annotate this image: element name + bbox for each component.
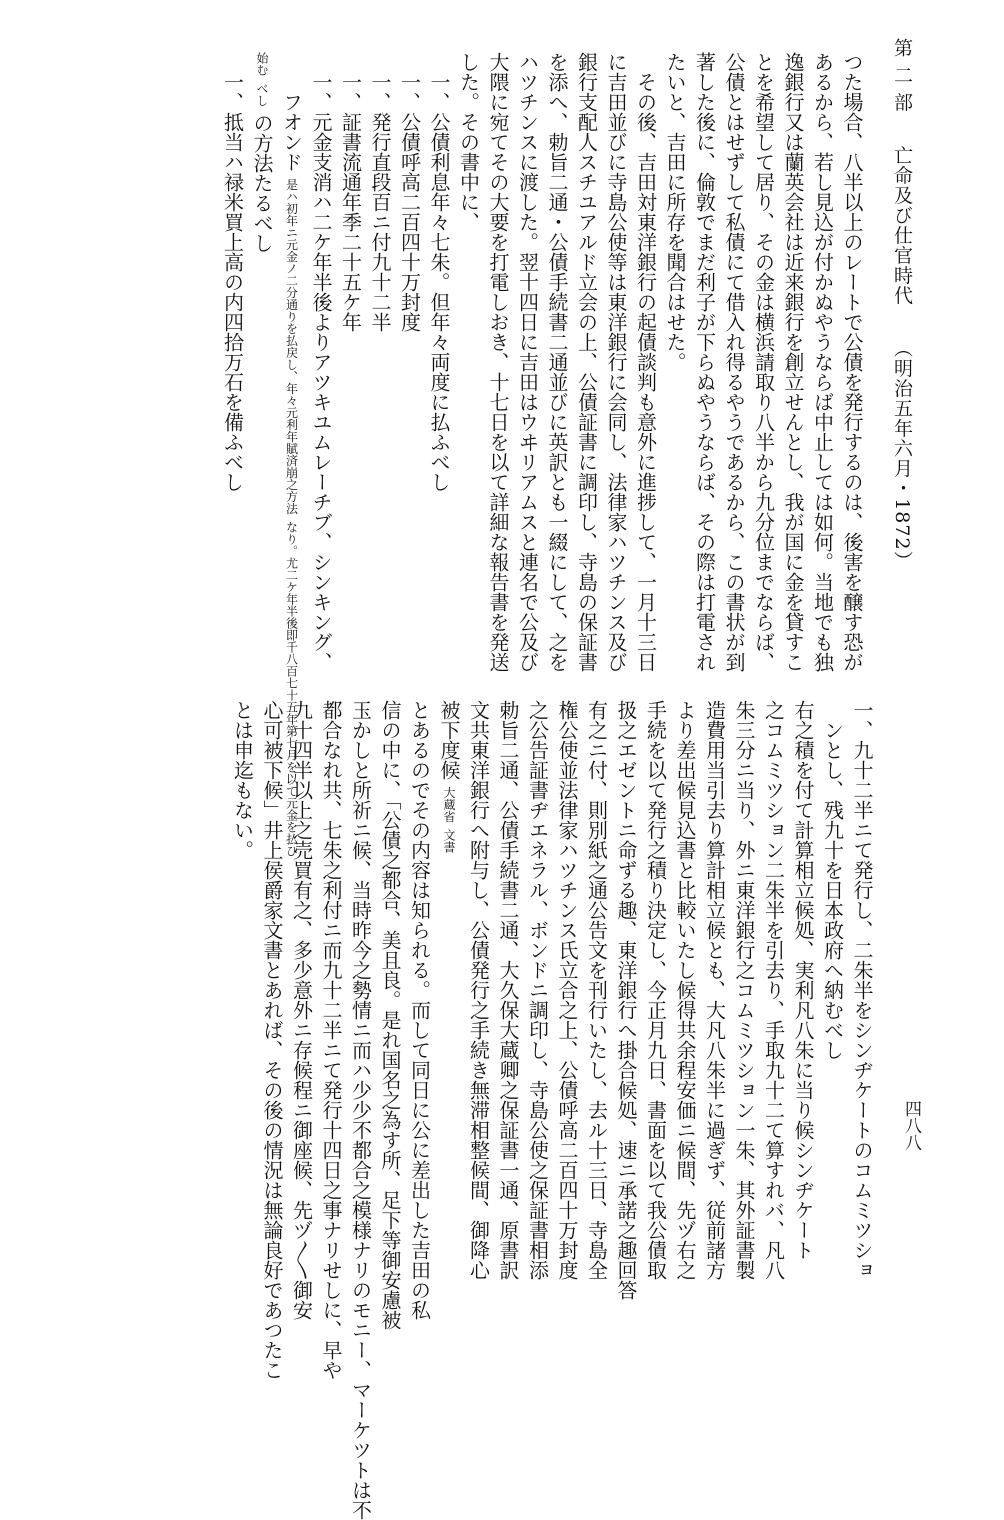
text-line: とは申迄もない。 — [230, 700, 255, 860]
text-line: を添へ、勅旨二通・公債手続書二通並びに英訳とも一綴にして、之を — [545, 52, 569, 672]
text-line: たいと、吉田に所存を聞合はせた。 — [663, 52, 687, 372]
text-line: 一、九十二半ニて発行し、二朱半をシンヂケートのコムミツショ — [850, 700, 874, 1280]
text-line-with-note — [434, 700, 464, 1310]
text-line: 朱三分ニ当り、外ニ東洋銀行之コムミツション一朱、其外証書製 — [732, 700, 756, 1280]
fond-main: フオンド — [279, 52, 304, 172]
kudasaru-note-right: 大蔵省 — [442, 786, 456, 823]
text-line: 一、抵当ハ禄米買上高の内四拾万石を備ふべし — [220, 52, 245, 492]
text-line: 一、公債呼高二百四十万封度 — [397, 52, 422, 332]
method-main: の方法たるべし — [250, 112, 274, 253]
text-line: 信の中に、「公債之都合、美且良。是れ国名之為す所、足下等御安慮被 — [378, 700, 402, 1330]
text-line: 都合なれ共、七朱之利付ニ而九十二半ニて発行十四日之事ナリせしに、早や — [319, 700, 343, 1380]
fond-note-left: なり。尤二ケ年半後即千八百七十五年第七月を以て元金を払ひ — [284, 520, 299, 857]
section-title: 亡命及び仕官時代 — [891, 145, 913, 306]
text-line: 一、公債利息年々七朱。但年々両度に払ふべし — [427, 52, 451, 492]
text-line: 右之積を付て計算相立候処、実利凡八朱に当り候シンヂケート — [791, 700, 815, 1260]
text-line: ハツチンスに渡した。翌十四日に吉田はウヰリアムスと連名で公及び — [515, 52, 540, 672]
text-line: 権公使並法律家ハツチンス氏立合之上、公債呼高二百四十万封度 — [555, 700, 579, 1280]
text-line: 著した後に、倫敦でまだ利子が下らぬやうならば、その際は打電され — [692, 52, 717, 672]
text-line: 大隈に宛てその大要を打電しおき、十七日を以て詳細な報告書を発送 — [486, 52, 510, 672]
text-line: より差出候見込書と比較いたし候得共余程安価ニ候間、先ヅ右之 — [673, 700, 697, 1280]
text-line: あるから、若し見込が付かぬやうならば中止しては如何。当地でも独 — [810, 52, 835, 672]
text-line: 文共東洋銀行へ附与し、公債発行之手続き無滞相整候間、御降心 — [466, 700, 491, 1280]
text-line: 之公告証書ヂエネラル、ボンドニ調印し、寺島公使之保証書相添 — [525, 700, 550, 1280]
text-line: 扱之エゼントニ命ずる趣、東洋銀行へ掛合候処、速ニ承諾之趣回答 — [614, 700, 638, 1300]
text-line: その後、吉田対東洋銀行の起債談判も意外に進捗して、一月十三日 — [633, 52, 658, 672]
fond-note-right: 是ハ初年ニ元金ノ二分通りを払戻し、年々元利年賦済崩之方法 — [284, 178, 299, 515]
text-line: 九十四半以上之売買有之、多少意外ニ存候程ニ御座候、先ヅ〳〵御安 — [289, 700, 314, 1320]
text-line: つた場合、八半以上のレートで公債を発行するのは、後害を醸す恐が — [840, 52, 864, 672]
text-line: 有之ニ付、則別紙之通公告文を刊行いたし、去ル十三日、寺島全 — [584, 700, 609, 1280]
text-line-with-note — [276, 52, 306, 857]
running-header — [884, 38, 920, 648]
text-line: 造費用当引去り算計相立候とも、大凡八朱半に過ぎず、従前諸方 — [702, 700, 727, 1280]
text-line: 玉かしと所祈ニ候、当時昨今之勢情ニ而ハ少少不都合之模様ナリのモニー、マーケツトは不 — [348, 700, 373, 1520]
method-note-left: べし — [255, 82, 269, 107]
text-line: 手続を以て発行之積り決定し、今正月九日、書面を以て我公債取 — [643, 700, 668, 1280]
text-line: 之コムミツション二朱半を引去り、手取九十二て算すれバ、凡八 — [761, 700, 786, 1280]
text-line: とあるのでその内容は知られる。而して同日に公に差出した吉田の私 — [407, 700, 432, 1320]
kudasaru-main: 被下度候 — [437, 700, 461, 780]
text-line: 心可被下候」井上侯爵家文書とあれば、その後の情況は無論良好であつたこ — [260, 700, 284, 1380]
text-line: 一、発行直段百ニ付九十二半 — [368, 52, 392, 332]
text-line: ンとし、残九十を日本政府へ納むべし — [820, 700, 845, 1060]
text-line: とを希望して居り、その金は横浜請取り八半から九分位までならば、 — [751, 52, 776, 672]
text-line: した。その書中に、 — [456, 52, 481, 232]
kudasaru-note-left: 文書 — [442, 828, 456, 853]
text-line: 銀行支配人スチユアルド立会の上、公債証書に調印し、寺島の保証書 — [574, 52, 599, 672]
part-label: 第 二 部 — [891, 38, 913, 113]
method-note-right: 始む — [255, 52, 269, 76]
text-line-with-note — [247, 52, 277, 662]
text-line: 勅旨二通、公債手続書二通、大久保大蔵卿之保証書一通、原書訳 — [496, 700, 520, 1280]
page-number: 四八八 — [901, 1100, 921, 1151]
lower-text-block — [64, 700, 876, 1520]
era-label: （明治五年六月・1872） — [891, 338, 913, 571]
text-line: 逸銀行又は蘭英会社は近来銀行を創立せんとし、我が国に金を貸すこ — [781, 52, 805, 672]
text-line: 一、証書流通年季二十五ケ年 — [338, 52, 363, 332]
text-line: 一、元金支消ハ二ケ年半後よりアツキユムレーチブ、シンキング、 — [309, 52, 333, 672]
text-line: に吉田並びに寺島公使等は東洋銀行に会同し、法律家ハツチンス及び — [604, 52, 628, 672]
text-line: 公債とはせずして私債にて借入れ得るやうであるから、この書状が到 — [722, 52, 746, 672]
